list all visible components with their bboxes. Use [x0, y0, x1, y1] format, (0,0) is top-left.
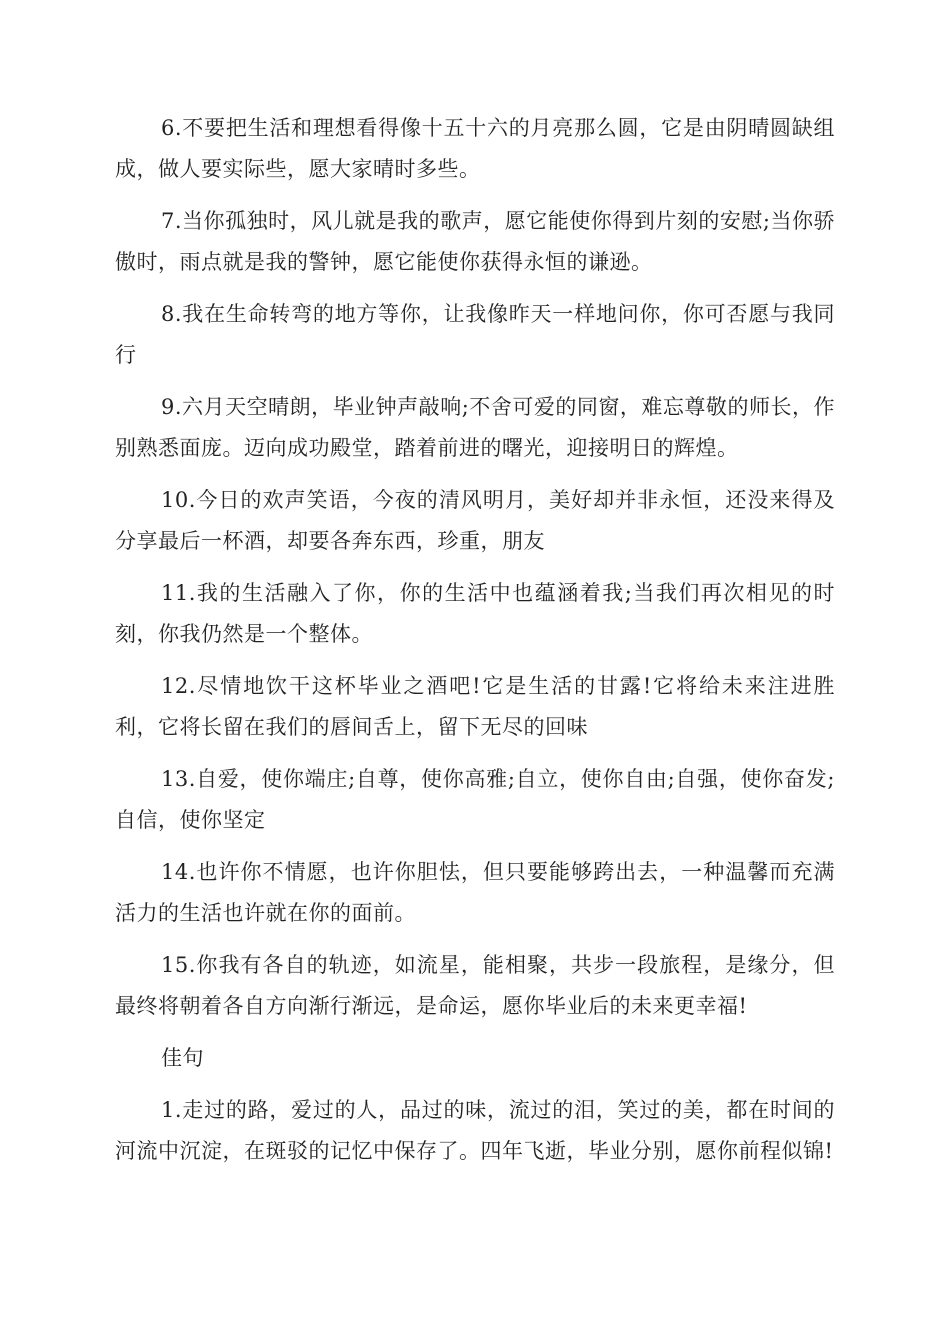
paragraph-15: 15.你我有各自的轨迹，如流星，能相聚，共步一段旅程，是缘分，但最终将朝着各自方向渐行渐远，是命运，愿你毕业后的未来更幸福! — [115, 953, 835, 1018]
paragraph-jiaju-1: 1.走过的路，爱过的人，品过的味，流过的泪，笑过的美，都在时间的河流中沉淀，在斑驳的记忆中保存了。四年飞逝，毕业分别，愿你前程似锦! — [115, 1098, 835, 1163]
paragraph-9: 9.六月天空晴朗，毕业钟声敲响;不舍可爱的同窗，难忘尊敬的师长，作别熟悉面庞。迈向成功殿堂，踏着前进的曙光，迎接明日的辉煌。 — [115, 395, 835, 460]
paragraph-11: 11.我的生活融入了你，你的生活中也蕴涵着我;当我们再次相见的时刻，你我仍然是一个整体。 — [115, 581, 835, 646]
paragraph-6: 6.不要把生活和理想看得像十五十六的月亮那么圆，它是由阴晴圆缺组成，做人要实际些，愿大家晴时多些。 — [115, 116, 835, 181]
paragraph-12: 12.尽情地饮干这杯毕业之酒吧!它是生活的甘露!它将给未来注进胜利，它将长留在我们的唇间舌上，留下无尽的回味 — [115, 674, 835, 739]
document-body — [115, 108, 835, 1183]
paragraph-14: 14.也许你不情愿，也许你胆怯，但只要能够跨出去，一种温馨而充满活力的生活也许就在你的面前。 — [115, 860, 835, 925]
paragraph-8: 8.我在生命转弯的地方等你，让我像昨天一样地问你，你可否愿与我同行 — [115, 302, 835, 367]
paragraph-10: 10.今日的欢声笑语，今夜的清风明月，美好却并非永恒，还没来得及分享最后一杯酒，却要各奔东西，珍重，朋友 — [115, 488, 835, 553]
paragraph-13: 13.自爱，使你端庄;自尊，使你高雅;自立，使你自由;自强，使你奋发;自信，使你坚定 — [115, 767, 835, 832]
paragraph-7: 7.当你孤独时，风儿就是我的歌声，愿它能使你得到片刻的安慰;当你骄傲时，雨点就是我的警钟，愿它能使你获得永恒的谦逊。 — [115, 209, 835, 274]
section-heading: 佳句 — [161, 1046, 204, 1070]
